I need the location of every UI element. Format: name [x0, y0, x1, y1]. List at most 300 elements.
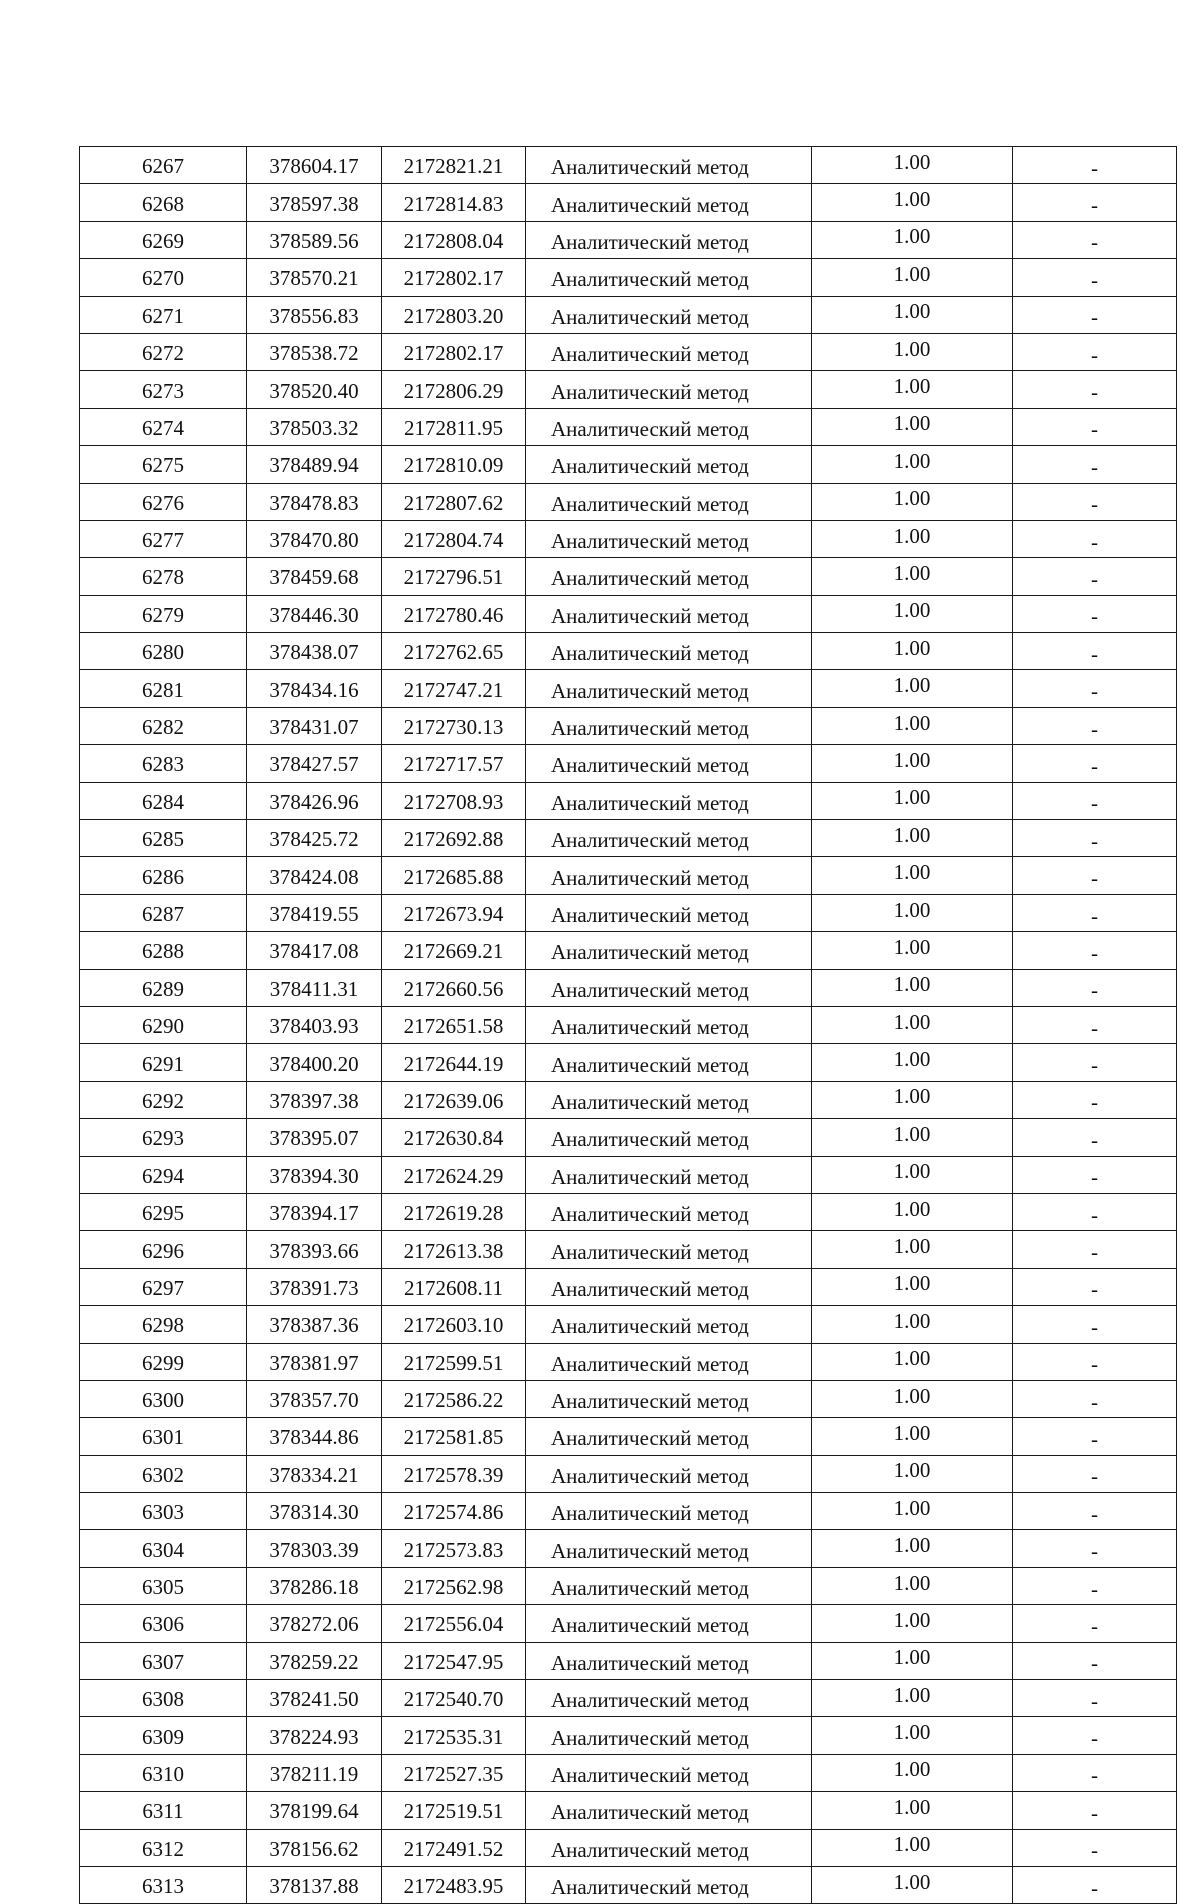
accuracy-cell: 1.00 [812, 371, 1013, 408]
y-coordinate-cell: 2172574.86 [382, 1493, 526, 1530]
table-row [80, 1642, 1177, 1679]
method-cell: Аналитический метод [526, 1193, 812, 1230]
table-row [80, 259, 1177, 296]
description-cell: - [1013, 371, 1177, 408]
y-coordinate-cell: 2172644.19 [382, 1044, 526, 1081]
method-cell: Аналитический метод [526, 894, 812, 931]
table-row [80, 1605, 1177, 1642]
description-cell: - [1013, 184, 1177, 221]
point-number-cell: 6277 [80, 520, 247, 557]
x-coordinate-cell: 378334.21 [247, 1455, 382, 1492]
accuracy-cell: 1.00 [812, 1605, 1013, 1642]
table-row [80, 1306, 1177, 1343]
accuracy-cell: 1.00 [812, 857, 1013, 894]
accuracy-cell: 1.00 [812, 1193, 1013, 1230]
description-cell: - [1013, 1081, 1177, 1118]
y-coordinate-cell: 2172802.17 [382, 259, 526, 296]
point-number-cell: 6302 [80, 1455, 247, 1492]
x-coordinate-cell: 378446.30 [247, 595, 382, 632]
table-row [80, 1193, 1177, 1230]
point-number-cell: 6301 [80, 1418, 247, 1455]
description-cell: - [1013, 1044, 1177, 1081]
description-cell: - [1013, 446, 1177, 483]
accuracy-cell: 1.00 [812, 520, 1013, 557]
table-row [80, 1717, 1177, 1754]
method-cell: Аналитический метод [526, 1605, 812, 1642]
y-coordinate-cell: 2172613.38 [382, 1231, 526, 1268]
x-coordinate-cell: 378394.17 [247, 1193, 382, 1230]
point-number-cell: 6267 [80, 147, 247, 184]
table-row [80, 820, 1177, 857]
y-coordinate-cell: 2172803.20 [382, 296, 526, 333]
description-cell: - [1013, 670, 1177, 707]
method-cell: Аналитический метод [526, 558, 812, 595]
point-number-cell: 6283 [80, 745, 247, 782]
method-cell: Аналитический метод [526, 1044, 812, 1081]
description-cell: - [1013, 1193, 1177, 1230]
x-coordinate-cell: 378344.86 [247, 1418, 382, 1455]
method-cell: Аналитический метод [526, 1754, 812, 1791]
method-cell: Аналитический метод [526, 1418, 812, 1455]
table-row [80, 296, 1177, 333]
x-coordinate-cell: 378137.88 [247, 1866, 382, 1903]
x-coordinate-cell: 378391.73 [247, 1268, 382, 1305]
table-row [80, 894, 1177, 931]
accuracy-cell: 1.00 [812, 1680, 1013, 1717]
x-coordinate-cell: 378597.38 [247, 184, 382, 221]
table-row [80, 1119, 1177, 1156]
accuracy-cell: 1.00 [812, 558, 1013, 595]
point-number-cell: 6272 [80, 333, 247, 370]
point-number-cell: 6297 [80, 1268, 247, 1305]
description-cell: - [1013, 1268, 1177, 1305]
y-coordinate-cell: 2172796.51 [382, 558, 526, 595]
accuracy-cell: 1.00 [812, 1493, 1013, 1530]
accuracy-cell: 1.00 [812, 446, 1013, 483]
y-coordinate-cell: 2172630.84 [382, 1119, 526, 1156]
method-cell: Аналитический метод [526, 1380, 812, 1417]
table-row [80, 932, 1177, 969]
accuracy-cell: 1.00 [812, 820, 1013, 857]
point-number-cell: 6287 [80, 894, 247, 931]
x-coordinate-cell: 378427.57 [247, 745, 382, 782]
y-coordinate-cell: 2172806.29 [382, 371, 526, 408]
description-cell: - [1013, 1829, 1177, 1866]
accuracy-cell: 1.00 [812, 595, 1013, 632]
point-number-cell: 6294 [80, 1156, 247, 1193]
table-row [80, 1680, 1177, 1717]
method-cell: Аналитический метод [526, 707, 812, 744]
point-number-cell: 6307 [80, 1642, 247, 1679]
method-cell: Аналитический метод [526, 446, 812, 483]
accuracy-cell: 1.00 [812, 1044, 1013, 1081]
y-coordinate-cell: 2172547.95 [382, 1642, 526, 1679]
x-coordinate-cell: 378241.50 [247, 1680, 382, 1717]
y-coordinate-cell: 2172692.88 [382, 820, 526, 857]
table-row [80, 1231, 1177, 1268]
y-coordinate-cell: 2172573.83 [382, 1530, 526, 1567]
method-cell: Аналитический метод [526, 820, 812, 857]
point-number-cell: 6286 [80, 857, 247, 894]
coordinates-table [79, 146, 1177, 1904]
table-row [80, 1754, 1177, 1791]
description-cell: - [1013, 1530, 1177, 1567]
point-number-cell: 6274 [80, 408, 247, 445]
method-cell: Аналитический метод [526, 483, 812, 520]
y-coordinate-cell: 2172578.39 [382, 1455, 526, 1492]
y-coordinate-cell: 2172608.11 [382, 1268, 526, 1305]
method-cell: Аналитический метод [526, 1829, 812, 1866]
x-coordinate-cell: 378394.30 [247, 1156, 382, 1193]
point-number-cell: 6291 [80, 1044, 247, 1081]
y-coordinate-cell: 2172821.21 [382, 147, 526, 184]
y-coordinate-cell: 2172639.06 [382, 1081, 526, 1118]
description-cell: - [1013, 1418, 1177, 1455]
description-cell: - [1013, 820, 1177, 857]
x-coordinate-cell: 378417.08 [247, 932, 382, 969]
accuracy-cell: 1.00 [812, 1119, 1013, 1156]
table-row [80, 1455, 1177, 1492]
description-cell: - [1013, 1642, 1177, 1679]
point-number-cell: 6270 [80, 259, 247, 296]
method-cell: Аналитический метод [526, 1006, 812, 1043]
accuracy-cell: 1.00 [812, 1380, 1013, 1417]
accuracy-cell: 1.00 [812, 1792, 1013, 1829]
point-number-cell: 6305 [80, 1567, 247, 1604]
x-coordinate-cell: 378520.40 [247, 371, 382, 408]
description-cell: - [1013, 558, 1177, 595]
accuracy-cell: 1.00 [812, 221, 1013, 258]
description-cell: - [1013, 296, 1177, 333]
description-cell: - [1013, 1006, 1177, 1043]
x-coordinate-cell: 378570.21 [247, 259, 382, 296]
method-cell: Аналитический метод [526, 1866, 812, 1903]
y-coordinate-cell: 2172673.94 [382, 894, 526, 931]
table-row [80, 595, 1177, 632]
point-number-cell: 6295 [80, 1193, 247, 1230]
x-coordinate-cell: 378314.30 [247, 1493, 382, 1530]
description-cell: - [1013, 1455, 1177, 1492]
description-cell: - [1013, 333, 1177, 370]
description-cell: - [1013, 483, 1177, 520]
y-coordinate-cell: 2172807.62 [382, 483, 526, 520]
description-cell: - [1013, 745, 1177, 782]
description-cell: - [1013, 1754, 1177, 1791]
description-cell: - [1013, 1717, 1177, 1754]
description-cell: - [1013, 969, 1177, 1006]
table-row [80, 446, 1177, 483]
y-coordinate-cell: 2172540.70 [382, 1680, 526, 1717]
x-coordinate-cell: 378604.17 [247, 147, 382, 184]
coordinates-table-body [80, 147, 1177, 1904]
point-number-cell: 6303 [80, 1493, 247, 1530]
point-number-cell: 6310 [80, 1754, 247, 1791]
table-row [80, 1380, 1177, 1417]
description-cell: - [1013, 1567, 1177, 1604]
method-cell: Аналитический метод [526, 670, 812, 707]
table-row [80, 745, 1177, 782]
accuracy-cell: 1.00 [812, 1642, 1013, 1679]
description-cell: - [1013, 595, 1177, 632]
x-coordinate-cell: 378489.94 [247, 446, 382, 483]
description-cell: - [1013, 1231, 1177, 1268]
table-row [80, 1567, 1177, 1604]
description-cell: - [1013, 1343, 1177, 1380]
y-coordinate-cell: 2172730.13 [382, 707, 526, 744]
method-cell: Аналитический метод [526, 857, 812, 894]
table-row [80, 1418, 1177, 1455]
table-row [80, 1493, 1177, 1530]
accuracy-cell: 1.00 [812, 1567, 1013, 1604]
y-coordinate-cell: 2172483.95 [382, 1866, 526, 1903]
x-coordinate-cell: 378538.72 [247, 333, 382, 370]
method-cell: Аналитический метод [526, 1306, 812, 1343]
x-coordinate-cell: 378357.70 [247, 1380, 382, 1417]
description-cell: - [1013, 1119, 1177, 1156]
table-row [80, 1343, 1177, 1380]
table-row [80, 147, 1177, 184]
x-coordinate-cell: 378438.07 [247, 633, 382, 670]
y-coordinate-cell: 2172603.10 [382, 1306, 526, 1343]
method-cell: Аналитический метод [526, 1455, 812, 1492]
table-row [80, 558, 1177, 595]
point-number-cell: 6296 [80, 1231, 247, 1268]
description-cell: - [1013, 408, 1177, 445]
point-number-cell: 6281 [80, 670, 247, 707]
method-cell: Аналитический метод [526, 1530, 812, 1567]
x-coordinate-cell: 378199.64 [247, 1792, 382, 1829]
y-coordinate-cell: 2172651.58 [382, 1006, 526, 1043]
y-coordinate-cell: 2172808.04 [382, 221, 526, 258]
accuracy-cell: 1.00 [812, 782, 1013, 819]
point-number-cell: 6293 [80, 1119, 247, 1156]
method-cell: Аналитический метод [526, 633, 812, 670]
method-cell: Аналитический метод [526, 296, 812, 333]
point-number-cell: 6275 [80, 446, 247, 483]
method-cell: Аналитический метод [526, 1680, 812, 1717]
point-number-cell: 6292 [80, 1081, 247, 1118]
y-coordinate-cell: 2172669.21 [382, 932, 526, 969]
x-coordinate-cell: 378470.80 [247, 520, 382, 557]
point-number-cell: 6285 [80, 820, 247, 857]
point-number-cell: 6313 [80, 1866, 247, 1903]
table-row [80, 707, 1177, 744]
y-coordinate-cell: 2172708.93 [382, 782, 526, 819]
method-cell: Аналитический метод [526, 221, 812, 258]
accuracy-cell: 1.00 [812, 1306, 1013, 1343]
x-coordinate-cell: 378393.66 [247, 1231, 382, 1268]
y-coordinate-cell: 2172780.46 [382, 595, 526, 632]
description-cell: - [1013, 259, 1177, 296]
description-cell: - [1013, 1605, 1177, 1642]
accuracy-cell: 1.00 [812, 1343, 1013, 1380]
y-coordinate-cell: 2172491.52 [382, 1829, 526, 1866]
x-coordinate-cell: 378503.32 [247, 408, 382, 445]
y-coordinate-cell: 2172804.74 [382, 520, 526, 557]
accuracy-cell: 1.00 [812, 1006, 1013, 1043]
method-cell: Аналитический метод [526, 1717, 812, 1754]
method-cell: Аналитический метод [526, 782, 812, 819]
accuracy-cell: 1.00 [812, 184, 1013, 221]
method-cell: Аналитический метод [526, 1792, 812, 1829]
table-row [80, 1530, 1177, 1567]
description-cell: - [1013, 932, 1177, 969]
x-coordinate-cell: 378411.31 [247, 969, 382, 1006]
accuracy-cell: 1.00 [812, 408, 1013, 445]
method-cell: Аналитический метод [526, 969, 812, 1006]
accuracy-cell: 1.00 [812, 633, 1013, 670]
table-row [80, 1268, 1177, 1305]
method-cell: Аналитический метод [526, 745, 812, 782]
description-cell: - [1013, 221, 1177, 258]
description-cell: - [1013, 147, 1177, 184]
description-cell: - [1013, 1680, 1177, 1717]
accuracy-cell: 1.00 [812, 1231, 1013, 1268]
table-row [80, 633, 1177, 670]
accuracy-cell: 1.00 [812, 1866, 1013, 1903]
x-coordinate-cell: 378272.06 [247, 1605, 382, 1642]
point-number-cell: 6298 [80, 1306, 247, 1343]
accuracy-cell: 1.00 [812, 1268, 1013, 1305]
x-coordinate-cell: 378424.08 [247, 857, 382, 894]
y-coordinate-cell: 2172810.09 [382, 446, 526, 483]
method-cell: Аналитический метод [526, 1156, 812, 1193]
point-number-cell: 6268 [80, 184, 247, 221]
accuracy-cell: 1.00 [812, 1754, 1013, 1791]
y-coordinate-cell: 2172586.22 [382, 1380, 526, 1417]
x-coordinate-cell: 378156.62 [247, 1829, 382, 1866]
accuracy-cell: 1.00 [812, 707, 1013, 744]
table-row [80, 1792, 1177, 1829]
y-coordinate-cell: 2172619.28 [382, 1193, 526, 1230]
method-cell: Аналитический метод [526, 333, 812, 370]
method-cell: Аналитический метод [526, 1343, 812, 1380]
x-coordinate-cell: 378387.36 [247, 1306, 382, 1343]
method-cell: Аналитический метод [526, 595, 812, 632]
point-number-cell: 6309 [80, 1717, 247, 1754]
table-row [80, 1156, 1177, 1193]
point-number-cell: 6288 [80, 932, 247, 969]
x-coordinate-cell: 378419.55 [247, 894, 382, 931]
accuracy-cell: 1.00 [812, 1455, 1013, 1492]
table-row [80, 408, 1177, 445]
y-coordinate-cell: 2172814.83 [382, 184, 526, 221]
accuracy-cell: 1.00 [812, 333, 1013, 370]
x-coordinate-cell: 378431.07 [247, 707, 382, 744]
point-number-cell: 6276 [80, 483, 247, 520]
y-coordinate-cell: 2172519.51 [382, 1792, 526, 1829]
y-coordinate-cell: 2172599.51 [382, 1343, 526, 1380]
description-cell: - [1013, 782, 1177, 819]
table-row [80, 1044, 1177, 1081]
description-cell: - [1013, 1156, 1177, 1193]
table-row [80, 333, 1177, 370]
x-coordinate-cell: 378303.39 [247, 1530, 382, 1567]
accuracy-cell: 1.00 [812, 1829, 1013, 1866]
y-coordinate-cell: 2172624.29 [382, 1156, 526, 1193]
method-cell: Аналитический метод [526, 147, 812, 184]
x-coordinate-cell: 378556.83 [247, 296, 382, 333]
point-number-cell: 6306 [80, 1605, 247, 1642]
x-coordinate-cell: 378478.83 [247, 483, 382, 520]
accuracy-cell: 1.00 [812, 969, 1013, 1006]
method-cell: Аналитический метод [526, 1119, 812, 1156]
point-number-cell: 6273 [80, 371, 247, 408]
table-row [80, 371, 1177, 408]
x-coordinate-cell: 378211.19 [247, 1754, 382, 1791]
point-number-cell: 6284 [80, 782, 247, 819]
description-cell: - [1013, 707, 1177, 744]
x-coordinate-cell: 378403.93 [247, 1006, 382, 1043]
table-row [80, 969, 1177, 1006]
x-coordinate-cell: 378459.68 [247, 558, 382, 595]
y-coordinate-cell: 2172527.35 [382, 1754, 526, 1791]
table-row [80, 857, 1177, 894]
method-cell: Аналитический метод [526, 1493, 812, 1530]
table-row [80, 520, 1177, 557]
table-row [80, 1829, 1177, 1866]
accuracy-cell: 1.00 [812, 1717, 1013, 1754]
x-coordinate-cell: 378426.96 [247, 782, 382, 819]
y-coordinate-cell: 2172660.56 [382, 969, 526, 1006]
description-cell: - [1013, 894, 1177, 931]
point-number-cell: 6279 [80, 595, 247, 632]
description-cell: - [1013, 633, 1177, 670]
y-coordinate-cell: 2172762.65 [382, 633, 526, 670]
accuracy-cell: 1.00 [812, 147, 1013, 184]
accuracy-cell: 1.00 [812, 259, 1013, 296]
accuracy-cell: 1.00 [812, 483, 1013, 520]
point-number-cell: 6290 [80, 1006, 247, 1043]
point-number-cell: 6312 [80, 1829, 247, 1866]
table-row [80, 670, 1177, 707]
point-number-cell: 6311 [80, 1792, 247, 1829]
method-cell: Аналитический метод [526, 932, 812, 969]
method-cell: Аналитический метод [526, 520, 812, 557]
method-cell: Аналитический метод [526, 1567, 812, 1604]
x-coordinate-cell: 378434.16 [247, 670, 382, 707]
method-cell: Аналитический метод [526, 259, 812, 296]
table-row [80, 1081, 1177, 1118]
y-coordinate-cell: 2172562.98 [382, 1567, 526, 1604]
y-coordinate-cell: 2172811.95 [382, 408, 526, 445]
x-coordinate-cell: 378400.20 [247, 1044, 382, 1081]
method-cell: Аналитический метод [526, 1268, 812, 1305]
point-number-cell: 6282 [80, 707, 247, 744]
accuracy-cell: 1.00 [812, 894, 1013, 931]
accuracy-cell: 1.00 [812, 1081, 1013, 1118]
table-row [80, 1866, 1177, 1903]
y-coordinate-cell: 2172802.17 [382, 333, 526, 370]
y-coordinate-cell: 2172717.57 [382, 745, 526, 782]
point-number-cell: 6271 [80, 296, 247, 333]
method-cell: Аналитический метод [526, 371, 812, 408]
y-coordinate-cell: 2172556.04 [382, 1605, 526, 1642]
x-coordinate-cell: 378589.56 [247, 221, 382, 258]
point-number-cell: 6299 [80, 1343, 247, 1380]
description-cell: - [1013, 1792, 1177, 1829]
method-cell: Аналитический метод [526, 408, 812, 445]
x-coordinate-cell: 378381.97 [247, 1343, 382, 1380]
method-cell: Аналитический метод [526, 184, 812, 221]
table-row [80, 1006, 1177, 1043]
point-number-cell: 6304 [80, 1530, 247, 1567]
y-coordinate-cell: 2172747.21 [382, 670, 526, 707]
accuracy-cell: 1.00 [812, 670, 1013, 707]
point-number-cell: 6289 [80, 969, 247, 1006]
x-coordinate-cell: 378224.93 [247, 1717, 382, 1754]
description-cell: - [1013, 1380, 1177, 1417]
